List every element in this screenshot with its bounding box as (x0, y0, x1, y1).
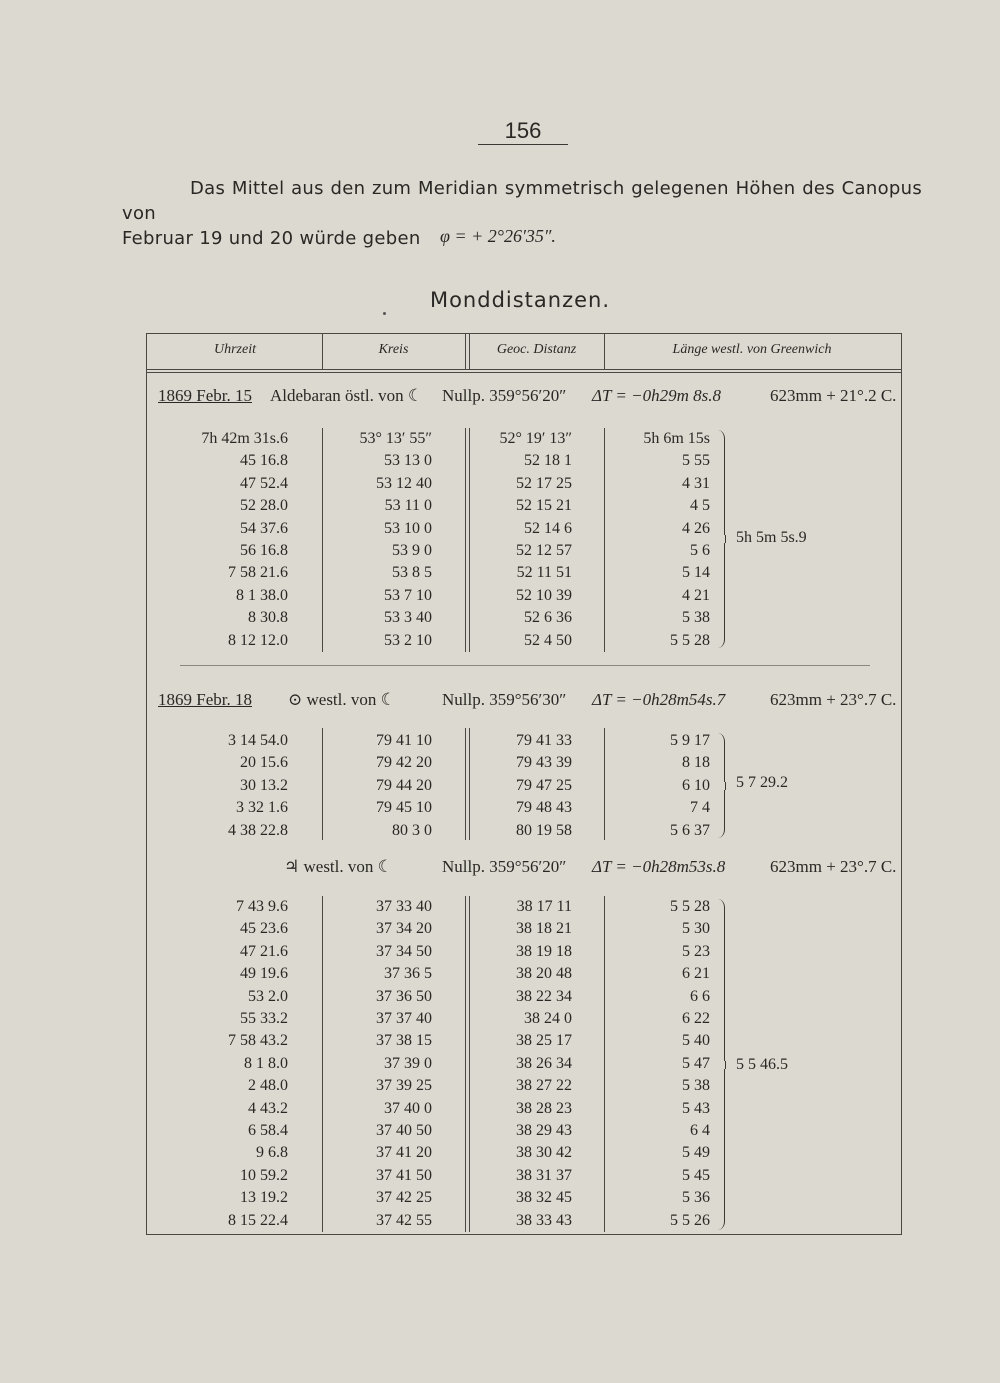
cell-kreis: 37 42 55 (376, 1211, 432, 1229)
cell-laenge: 5 36 (682, 1189, 710, 1207)
section-3-brace-upper (718, 899, 725, 1061)
cell-uhrzeit: 8 1 38.0 (236, 586, 288, 604)
cell-laenge: 5 14 (682, 564, 710, 582)
cell-kreis: 37 40 50 (376, 1122, 432, 1139)
cell-laenge: 5 5 26 (670, 1211, 710, 1229)
cell-geoc-distanz: 38 24 0 (524, 1010, 572, 1027)
cell-laenge: 5 43 (682, 1099, 710, 1117)
cell-uhrzeit: 10 59.2 (240, 1166, 288, 1184)
cell-laenge: 6 10 (682, 776, 710, 794)
cell-uhrzeit: 3 32 1.6 (236, 799, 288, 817)
cell-laenge: 6 21 (682, 965, 710, 983)
section-2-object: ⊙ westl. von ☾ (288, 690, 396, 709)
cell-kreis: 79 41 10 (376, 732, 432, 749)
cell-kreis: 53 3 40 (384, 609, 432, 627)
cell-laenge: 5 49 (682, 1144, 710, 1162)
cell-laenge: 7 4 (690, 799, 710, 817)
section-1-barometer: 623mm + 21°.2 C. (770, 386, 897, 405)
section-2-date: 1869 Febr. 18 (158, 690, 252, 709)
section-3-object: ♃ westl. von ☾ (284, 857, 393, 876)
cell-uhrzeit: 53 2.0 (248, 987, 288, 1005)
header-rule-top (146, 369, 901, 370)
paragraph-line-1: Das Mittel aus den zum Meridian symmetrisch gelegenen Höhen des Canopus von (122, 178, 922, 224)
cell-kreis: 53° 13′ 55″ (359, 430, 432, 447)
cell-laenge: 5 30 (682, 920, 710, 938)
cell-uhrzeit: 47 52.4 (240, 474, 288, 492)
section-heading: Monddistanzen. (429, 288, 611, 312)
cell-uhrzeit: 8 1 8.0 (244, 1054, 288, 1072)
cell-kreis: 53 8 5 (392, 564, 432, 582)
cell-kreis: 53 2 10 (384, 631, 432, 649)
cell-kreis: 37 36 50 (376, 987, 432, 1005)
cell-kreis: 79 42 20 (376, 754, 432, 772)
cell-uhrzeit: 4 38 22.8 (228, 821, 288, 839)
section-1-object: Aldebaran östl. von ☾ (270, 386, 424, 405)
cell-laenge: 5h 6m 15s (643, 430, 710, 447)
cell-geoc-distanz: 52 12 57 (516, 542, 572, 559)
page-number-rule (478, 144, 568, 145)
cell-laenge: 5 45 (682, 1166, 710, 1184)
cell-kreis: 53 12 40 (376, 474, 432, 492)
cell-geoc-distanz: 52 14 6 (524, 519, 572, 537)
section-2-mean: 5 7 29.2 (736, 774, 788, 791)
section-3-delta-t: ΔT = −0h28m53s.8 (592, 857, 726, 876)
cell-laenge: 6 6 (690, 987, 710, 1005)
cell-laenge: 5 6 (690, 542, 710, 559)
cell-kreis: 37 33 40 (376, 898, 432, 915)
cell-geoc-distanz: 80 19 58 (516, 821, 572, 839)
section-separator (180, 665, 870, 666)
header-kreis: Kreis (378, 342, 409, 357)
cell-geoc-distanz: 38 22 34 (516, 987, 572, 1005)
latitude-formula: φ = + 2°26′35″. (440, 226, 556, 246)
cell-laenge: 5 5 28 (670, 631, 710, 649)
cell-kreis: 53 7 10 (384, 586, 432, 604)
cell-laenge: 8 18 (682, 754, 710, 772)
cell-kreis: 53 9 0 (392, 542, 432, 559)
cell-geoc-distanz: 52 10 39 (516, 586, 572, 604)
cell-geoc-distanz: 38 30 42 (516, 1144, 572, 1162)
header-rule-bottom (146, 372, 901, 373)
cell-geoc-distanz: 38 19 18 (516, 942, 572, 960)
cell-geoc-distanz: 79 48 43 (516, 799, 572, 817)
cell-uhrzeit: 8 30.8 (248, 609, 288, 627)
cell-uhrzeit: 52 28.0 (240, 497, 288, 515)
cell-geoc-distanz: 52 15 21 (516, 497, 572, 515)
cell-uhrzeit: 8 12 12.0 (228, 631, 288, 649)
cell-kreis: 37 41 50 (376, 1166, 432, 1184)
cell-uhrzeit: 9 6.8 (256, 1144, 288, 1162)
section-2-barometer: 623mm + 23°.7 C. (770, 690, 897, 709)
cell-uhrzeit: 30 13.2 (240, 776, 288, 794)
section-2-brace-upper (718, 733, 725, 782)
cell-laenge: 4 21 (682, 586, 710, 604)
cell-kreis: 37 39 25 (376, 1077, 432, 1095)
cell-laenge: 5 55 (682, 452, 710, 470)
section-2-brace-lower (718, 790, 725, 839)
cell-uhrzeit: 7 58 21.6 (228, 564, 288, 582)
cell-uhrzeit: 3 14 54.0 (228, 732, 288, 749)
section-3-nullpunkt: Nullp. 359°56′20″ (442, 857, 567, 876)
cell-laenge: 5 9 17 (670, 732, 710, 749)
section-3-barometer: 623mm + 23°.7 C. (770, 857, 897, 876)
cell-uhrzeit: 6 58.4 (248, 1122, 288, 1139)
cell-laenge: 5 40 (682, 1032, 710, 1050)
cell-geoc-distanz: 38 32 45 (516, 1189, 572, 1207)
cell-uhrzeit: 20 15.6 (240, 754, 288, 772)
cell-laenge: 4 26 (682, 519, 710, 537)
cell-kreis: 37 42 25 (376, 1189, 432, 1207)
cell-kreis: 37 40 0 (384, 1099, 432, 1117)
cell-kreis: 37 41 20 (376, 1144, 432, 1162)
cell-uhrzeit: 7 58 43.2 (228, 1032, 288, 1050)
cell-geoc-distanz: 79 41 33 (516, 732, 572, 749)
cell-kreis: 37 34 20 (376, 920, 432, 938)
section-1-mean: 5h 5m 5s.9 (736, 529, 807, 546)
cell-laenge: 5 5 28 (670, 898, 710, 915)
cell-geoc-distanz: 38 31 37 (516, 1166, 572, 1184)
cell-uhrzeit: 7h 42m 31s.6 (201, 430, 288, 447)
section-1-date: 1869 Febr. 15 (158, 386, 252, 405)
cell-kreis: 79 45 10 (376, 799, 432, 817)
cell-laenge: 4 5 (690, 497, 710, 515)
cell-geoc-distanz: 52 11 51 (516, 564, 572, 582)
cell-kreis: 37 34 50 (376, 942, 432, 960)
cell-uhrzeit: 8 15 22.4 (228, 1211, 288, 1229)
cell-laenge: 6 22 (682, 1010, 710, 1027)
cell-kreis: 37 37 40 (376, 1010, 432, 1027)
cell-uhrzeit: 13 19.2 (240, 1189, 288, 1207)
section-1-delta-t: ΔT = −0h29m 8s.8 (592, 386, 721, 405)
cell-geoc-distanz: 38 28 23 (516, 1099, 572, 1117)
paragraph-line-2: Februar 19 und 20 würde geben (122, 228, 421, 249)
cell-kreis: 37 36 5 (384, 965, 432, 983)
cell-geoc-distanz: 52 18 1 (524, 452, 572, 470)
cell-kreis: 37 39 0 (384, 1054, 432, 1072)
cell-geoc-distanz: 52 4 50 (524, 631, 572, 649)
cell-uhrzeit: 45 23.6 (240, 920, 288, 938)
cell-geoc-distanz: 38 33 43 (516, 1211, 572, 1229)
cell-uhrzeit: 7 43 9.6 (236, 898, 288, 915)
header-laenge: Länge westl. von Greenwich (672, 342, 832, 357)
cell-geoc-distanz: 38 27 22 (516, 1077, 572, 1095)
header-divider-2 (465, 333, 466, 370)
header-uhrzeit: Uhrzeit (214, 342, 256, 357)
cell-kreis: 79 44 20 (376, 776, 432, 794)
cell-uhrzeit: 4 43.2 (248, 1099, 288, 1117)
section-3-mean: 5 5 46.5 (736, 1056, 788, 1073)
cell-kreis: 53 11 0 (384, 497, 432, 515)
cell-laenge: 6 4 (690, 1122, 710, 1139)
cell-geoc-distanz: 38 20 48 (516, 965, 572, 983)
cell-laenge: 5 6 37 (670, 821, 710, 839)
cell-uhrzeit: 45 16.8 (240, 452, 288, 470)
cell-geoc-distanz: 52 17 25 (516, 474, 572, 492)
section-3-brace-point (725, 1061, 733, 1069)
cell-kreis: 53 13 0 (384, 452, 432, 470)
cell-geoc-distanz: 38 25 17 (516, 1032, 572, 1050)
cell-kreis: 37 38 15 (376, 1032, 432, 1050)
section-2-nullpunkt: Nullp. 359°56′30″ (442, 690, 567, 709)
section-1-brace-point (725, 535, 733, 543)
section-3-brace-lower (718, 1069, 725, 1231)
cell-geoc-distanz: 38 26 34 (516, 1054, 572, 1072)
cell-geoc-distanz: 52° 19′ 13″ (499, 430, 572, 447)
cell-uhrzeit: 47 21.6 (240, 942, 288, 960)
stray-dot (383, 312, 386, 315)
cell-laenge: 5 47 (682, 1054, 710, 1072)
cell-geoc-distanz: 79 47 25 (516, 776, 572, 794)
cell-laenge: 5 38 (682, 1077, 710, 1095)
cell-uhrzeit: 2 48.0 (248, 1077, 288, 1095)
cell-laenge: 5 38 (682, 609, 710, 627)
cell-kreis: 80 3 0 (392, 821, 432, 839)
section-2-brace-point (725, 782, 733, 790)
page-number: 156 (504, 118, 542, 143)
cell-geoc-distanz: 38 29 43 (516, 1122, 572, 1139)
cell-uhrzeit: 49 19.6 (240, 965, 288, 983)
cell-geoc-distanz: 38 18 21 (516, 920, 572, 938)
section-2-delta-t: ΔT = −0h28m54s.7 (592, 690, 726, 709)
cell-laenge: 5 23 (682, 942, 710, 960)
section-1-brace-lower (718, 543, 725, 648)
header-geoc-distanz: Geoc. Distanz (496, 342, 577, 357)
cell-kreis: 53 10 0 (384, 519, 432, 537)
section-1-nullpunkt: Nullp. 359°56′20″ (442, 386, 567, 405)
cell-uhrzeit: 55 33.2 (240, 1010, 288, 1027)
cell-uhrzeit: 56 16.8 (240, 542, 288, 559)
cell-uhrzeit: 54 37.6 (240, 519, 288, 537)
section-1-brace-upper (718, 430, 725, 535)
cell-geoc-distanz: 38 17 11 (516, 898, 572, 915)
cell-geoc-distanz: 79 43 39 (516, 754, 572, 772)
cell-laenge: 4 31 (682, 474, 710, 492)
cell-geoc-distanz: 52 6 36 (524, 609, 572, 627)
